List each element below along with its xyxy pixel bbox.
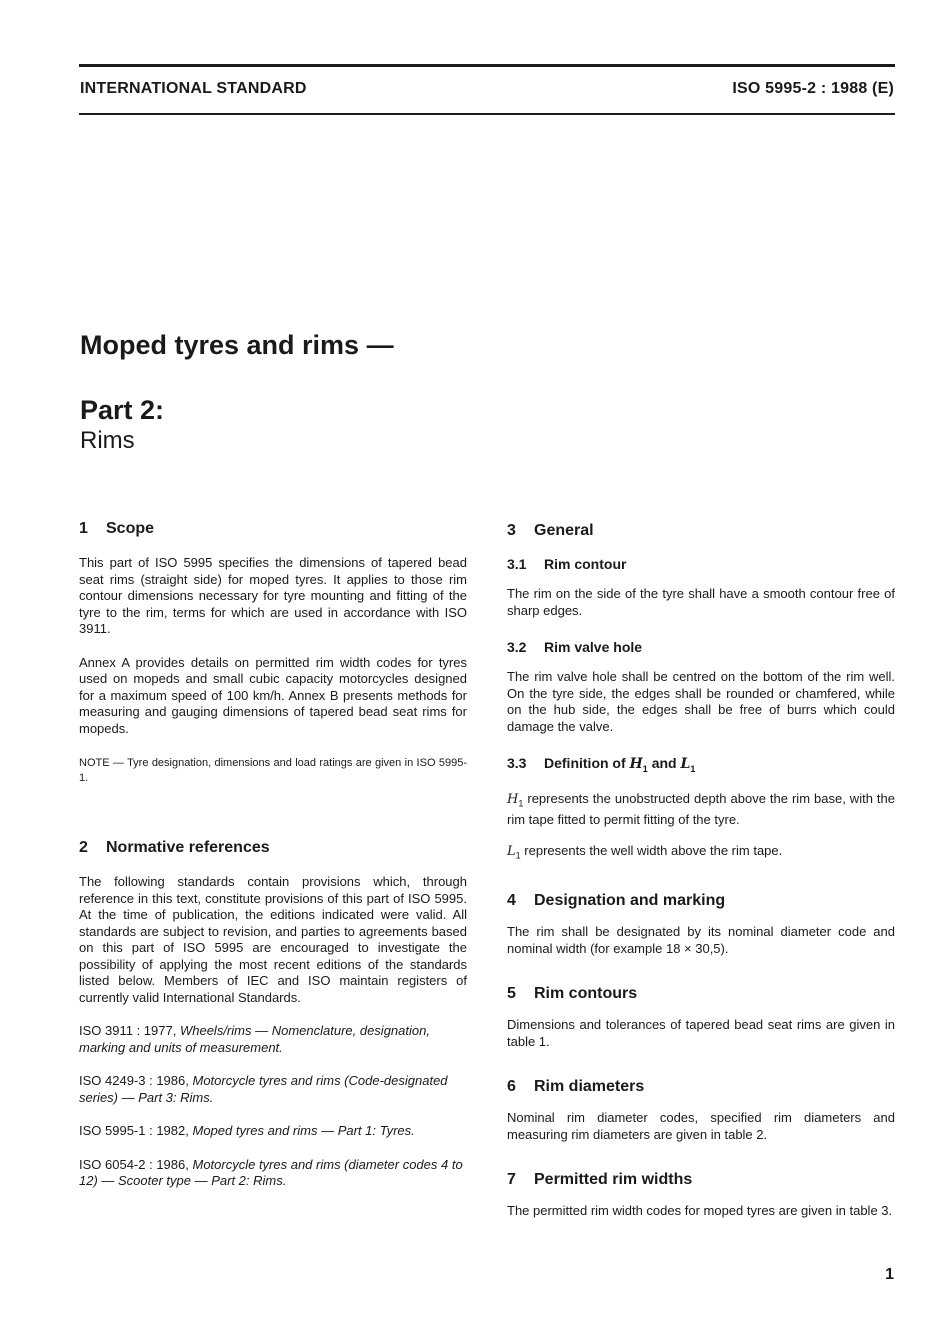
- section-5-title: Rim contours: [534, 985, 638, 1003]
- section-3-1-title: Rim contour: [544, 556, 627, 572]
- paragraph-symbol-h-subscript: 1: [518, 798, 524, 809]
- section-1-heading: [79, 518, 467, 540]
- reference-iso-4249-3-id: ISO 4249-3 : 1986,: [79, 1073, 189, 1088]
- section-3-1-heading: [507, 554, 895, 574]
- reference-iso-5995-1-id: ISO 5995-1 : 1982,: [79, 1123, 189, 1138]
- header-bottom-rule: [79, 113, 895, 115]
- paragraph-symbol-h: H: [507, 791, 519, 807]
- symbol-h-subscript: 1: [642, 763, 648, 774]
- section-3-2-number: 3.2: [507, 639, 527, 655]
- section-2-title: Normative references: [106, 839, 270, 856]
- reference-iso-3911-id: ISO 3911 : 1977,: [79, 1023, 177, 1038]
- reference-iso-5995-1: [79, 1123, 467, 1140]
- section-3-3-paragraph-2-text: represents the well width above the rim tape.: [524, 843, 783, 859]
- reference-iso-5995-1-title: Moped tyres and rims — Part 1: Tyres.: [192, 1123, 415, 1138]
- paragraph-symbol-l-subscript: 1: [515, 850, 521, 861]
- section-1-paragraph-1: This part of ISO 5995 specifies the dimensions of tapered bead seat rims (straight side) for moped tyres. It applies to those rim contour dimensions necessary for tyre mounting and fitting of the tyre to the rim, terms for which are used in accordance with ISO 3911.: [79, 555, 467, 636]
- document-part: Part 2:: [80, 395, 165, 425]
- section-5-heading: [507, 983, 895, 1005]
- section-6-paragraph: Nominal rim diameter codes, specified rim diameters and measuring rim diameters are given in table 2.: [507, 1110, 895, 1142]
- paragraph-symbol-l: L: [507, 844, 516, 860]
- section-6-heading: [507, 1076, 895, 1098]
- section-3-number: 3: [507, 522, 516, 539]
- document-subtitle: Rims: [80, 427, 135, 454]
- left-column: [79, 518, 467, 1190]
- right-column: [507, 520, 895, 1220]
- reference-iso-3911-title: Wheels/rims — Nomenclature, designation, marking and units of measurement.: [79, 1023, 430, 1055]
- section-6-title: Rim diameters: [534, 1078, 645, 1096]
- section-3-3-paragraph-1: [507, 791, 895, 829]
- section-7-paragraph: The permitted rim width codes for moped tyres are given in table 3.: [507, 1203, 893, 1219]
- section-3-2-paragraph: The rim valve hole shall be centred on the bottom of the rim well. On the tyre side, the edges shall be rounded or chamfered, while on the hub side, the edges shall be free of burrs which could damage the valve.: [507, 669, 895, 734]
- section-7-number: 7: [507, 1171, 516, 1189]
- section-5-number: 5: [507, 985, 516, 1003]
- symbol-h: H: [629, 756, 643, 772]
- section-4-paragraph: The rim shall be designated by its nominal diameter code and nominal width (for example 18 × 30,5).: [507, 924, 895, 956]
- section-3-3-title-and: and: [651, 755, 677, 771]
- reference-iso-3911: [79, 1023, 467, 1056]
- section-4-number: 4: [507, 892, 516, 910]
- section-3-heading: [507, 520, 895, 542]
- section-3-1-paragraph: The rim on the side of the tyre shall have a smooth contour free of sharp edges.: [507, 586, 895, 618]
- section-3-3-heading: [507, 753, 895, 779]
- reference-iso-4249-3-title: Motorcycle tyres and rims (Code-designated series) — Part 3: Rims.: [79, 1073, 448, 1105]
- section-7-title: Permitted rim widths: [534, 1171, 693, 1189]
- section-2-paragraph: The following standards contain provisions which, through reference in this text, constitute provisions of this part of ISO 5995. At the time of publication, the editions indicated were valid. All standards are subject to revision, and parties to agreements based on this part of ISO 5995 are encouraged to investigate the possibility of applying the most recent editions of the standards listed below. Members of IEC and ISO maintain registers of currently valid International Standards.: [79, 874, 467, 1005]
- reference-iso-6054-2: [79, 1157, 467, 1190]
- section-1-paragraph-2: Annex A provides details on permitted rim width codes for tyres used on mopeds and small cubic capacity motorcycles designed for a maximum speed of 100 km/h. Annex B presents methods for measuring and gauging dimensions of tapered bead seat rims for mopeds.: [79, 654, 467, 736]
- section-3-3-number: 3.3: [507, 755, 527, 771]
- header-standard-number: ISO 5995-2 : 1988 (E): [732, 80, 894, 97]
- reference-iso-6054-2-id: ISO 6054-2 : 1986,: [79, 1156, 189, 1172]
- section-3-3-paragraph-1-text: represents the unobstructed depth above the rim base, with the rim tape fitted to permit fitting of the tyre.: [507, 790, 895, 827]
- section-3-title: General: [534, 522, 594, 539]
- section-4-title: Designation and marking: [534, 892, 726, 910]
- section-2-heading: [79, 837, 467, 859]
- page-number: 1: [885, 1266, 894, 1283]
- section-7-heading: [507, 1169, 895, 1191]
- section-3-3-title-prefix: Definition of: [544, 755, 626, 771]
- symbol-l: L: [680, 756, 691, 772]
- section-1-note: NOTE — Tyre designation, dimensions and load ratings are given in ISO 5995-1.: [79, 757, 467, 784]
- section-6-number: 6: [507, 1078, 516, 1096]
- section-2-number: 2: [79, 839, 88, 856]
- reference-iso-6054-2-title: Motorcycle tyres and rims (diameter codes 4 to 12) — Scooter type — Part 2: Rims.: [79, 1156, 463, 1188]
- section-3-1-number: 3.1: [507, 556, 527, 572]
- section-4-heading: [507, 890, 895, 912]
- header-top-rule: [79, 64, 895, 67]
- section-1-number: 1: [79, 520, 88, 537]
- section-1-title: Scope: [106, 520, 155, 537]
- header-document-type: INTERNATIONAL STANDARD: [80, 80, 307, 97]
- reference-iso-4249-3: [79, 1073, 467, 1106]
- section-3-3-paragraph-2: [507, 843, 895, 864]
- document-title: Moped tyres and rims —: [80, 330, 394, 360]
- section-3-2-heading: [507, 637, 895, 657]
- symbol-l-subscript: 1: [690, 763, 696, 774]
- section-5-paragraph: Dimensions and tolerances of tapered bead seat rims are given in table 1.: [507, 1017, 895, 1049]
- section-3-2-title: Rim valve hole: [544, 639, 643, 655]
